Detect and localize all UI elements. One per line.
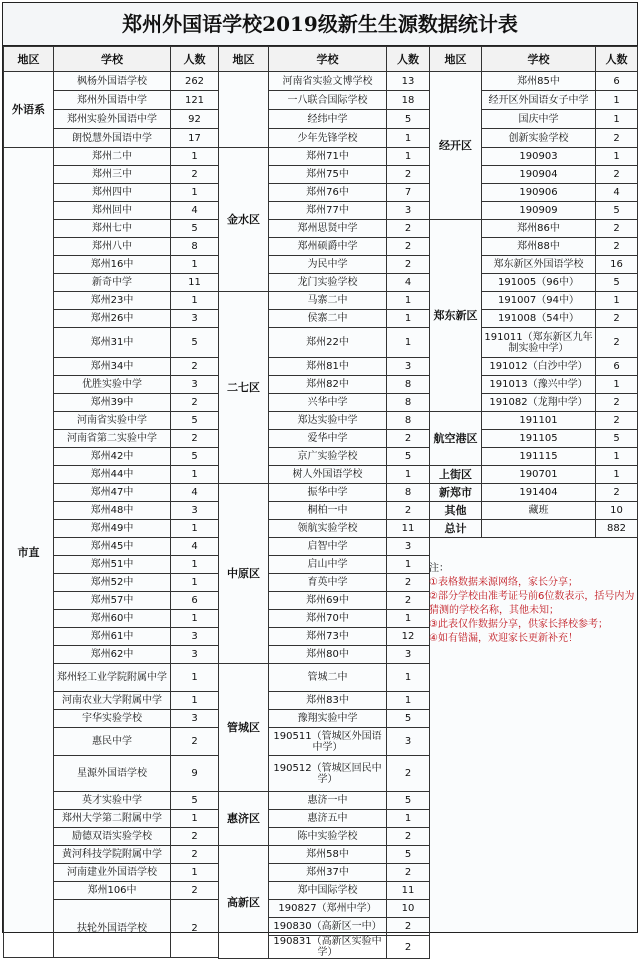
count-cell: 2: [171, 846, 219, 864]
school-cell: 郑州106中: [54, 882, 171, 900]
count-cell: 3: [387, 646, 430, 664]
school-cell: 郑州二中: [54, 148, 171, 166]
count-cell: 11: [171, 274, 219, 292]
school-cell: 191005（96中）: [482, 274, 596, 292]
school-cell: 启山中学: [269, 556, 387, 574]
count-cell: 3: [387, 202, 430, 220]
count-cell: 3: [171, 710, 219, 728]
school-cell: 郑州39中: [54, 394, 171, 412]
count-cell: 3: [171, 310, 219, 328]
school-cell: 桐柏一中: [269, 502, 387, 520]
table-row: [219, 72, 430, 91]
table-right: [429, 46, 638, 538]
header-count: 人数: [596, 47, 638, 72]
school-cell: 郑州硕爵中学: [269, 238, 387, 256]
count-cell: 2: [171, 394, 219, 412]
count-cell: 1: [596, 110, 638, 129]
table-row: [4, 72, 219, 91]
school-cell: 郑州60中: [54, 610, 171, 628]
school-cell: 郑州77中: [269, 202, 387, 220]
table-row: [430, 502, 638, 520]
count-cell: 1: [596, 292, 638, 310]
school-cell: 陈中实验学校: [269, 828, 387, 846]
school-cell: 京广实验学校: [269, 448, 387, 466]
region-cell: 航空港区: [430, 412, 482, 466]
header-region: 地区: [430, 47, 482, 72]
count-cell: 4: [387, 274, 430, 292]
panel-right: [429, 46, 637, 932]
school-cell: 郑州57中: [54, 592, 171, 610]
count-cell: 8: [171, 238, 219, 256]
school-cell: 郑州69中: [269, 592, 387, 610]
school-cell: 190701: [482, 466, 596, 484]
page-title: 郑州外国语学校2019级新生生源数据统计表: [2, 2, 638, 45]
count-cell: 7: [387, 184, 430, 202]
count-cell: 2: [387, 238, 430, 256]
school-cell: 一八联合国际学校: [269, 91, 387, 110]
school-cell: 郑州49中: [54, 520, 171, 538]
region-cell: 管城区: [219, 664, 269, 792]
region-cell: 惠济区: [219, 792, 269, 846]
table-row: [219, 664, 430, 692]
school-cell: 黄河科技学院附属中学: [54, 846, 171, 864]
school-cell: 郑州三中: [54, 166, 171, 184]
count-cell: 5: [596, 274, 638, 292]
region-cell: 市直: [4, 148, 54, 958]
count-cell: 1: [171, 184, 219, 202]
school-cell: 190906: [482, 184, 596, 202]
school-cell: 马寨二中: [269, 292, 387, 310]
school-cell: 郑州70中: [269, 610, 387, 628]
school-cell: 190830（高新区一中）: [269, 918, 387, 936]
school-cell: 郑州37中: [269, 864, 387, 882]
count-cell: 1: [171, 692, 219, 710]
school-cell: 扶轮外国语学校: [54, 900, 171, 958]
count-cell: 1: [387, 610, 430, 628]
count-cell: 2: [387, 756, 430, 792]
count-cell: 3: [171, 376, 219, 394]
count-cell: 3: [171, 628, 219, 646]
school-cell: 经开区外国语女子中学: [482, 91, 596, 110]
school-cell: 侯寨二中: [269, 310, 387, 328]
table-row: [430, 72, 638, 91]
count-cell: 2: [387, 502, 430, 520]
count-cell: 5: [387, 448, 430, 466]
count-cell: 2: [171, 430, 219, 448]
count-cell: 2: [171, 358, 219, 376]
school-cell: 郑州62中: [54, 646, 171, 664]
count-cell: 2: [171, 882, 219, 900]
school-cell: 新奇中学: [54, 274, 171, 292]
count-cell: 1: [387, 664, 430, 692]
school-cell: 郑州61中: [54, 628, 171, 646]
school-cell: 郑州实验外国语中学: [54, 110, 171, 129]
count-cell: 8: [387, 412, 430, 430]
count-cell: 1: [387, 148, 430, 166]
school-cell: 育英中学: [269, 574, 387, 592]
school-cell: 创新实验学校: [482, 129, 596, 148]
school-cell: 郑州22中: [269, 328, 387, 358]
school-cell: 惠济一中: [269, 792, 387, 810]
school-cell: 振华中学: [269, 484, 387, 502]
school-cell: 郑州16中: [54, 256, 171, 274]
count-cell: 10: [387, 900, 430, 918]
school-cell: 郑州80中: [269, 646, 387, 664]
count-cell: 2: [596, 328, 638, 358]
school-cell: 郑州71中: [269, 148, 387, 166]
region-cell: 上街区: [430, 466, 482, 484]
count-cell: 2: [387, 430, 430, 448]
count-cell: 5: [596, 202, 638, 220]
count-cell: 5: [171, 412, 219, 430]
region-cell: 郑东新区: [430, 220, 482, 412]
school-cell: 优胜实验中学: [54, 376, 171, 394]
school-cell: 宇华实验学校: [54, 710, 171, 728]
school-cell: 191082（龙翔中学）: [482, 394, 596, 412]
count-cell: 1: [387, 292, 430, 310]
school-cell: 郑州45中: [54, 538, 171, 556]
count-cell: 5: [387, 846, 430, 864]
count-cell: 2: [596, 394, 638, 412]
count-cell: 5: [171, 448, 219, 466]
school-cell: 少年先锋学校: [269, 129, 387, 148]
school-cell: 郑州73中: [269, 628, 387, 646]
count-cell: 1: [387, 810, 430, 828]
header-school: 学校: [54, 47, 171, 72]
school-cell: 朗悦慧外国语中学: [54, 129, 171, 148]
table-row: [219, 148, 430, 166]
count-cell: 4: [171, 538, 219, 556]
count-cell: 1: [171, 610, 219, 628]
table-row: [430, 484, 638, 502]
count-cell: 2: [387, 220, 430, 238]
count-cell: 1: [387, 328, 430, 358]
school-cell: 郑州82中: [269, 376, 387, 394]
school-cell: 郑州44中: [54, 466, 171, 484]
school-cell: 郑州52中: [54, 574, 171, 592]
count-cell: 1: [387, 692, 430, 710]
count-cell: 1: [596, 91, 638, 110]
table-row: [4, 148, 219, 166]
count-cell: 13: [387, 72, 430, 91]
count-cell: 10: [596, 502, 638, 520]
header-region: 地区: [4, 47, 54, 72]
count-cell: 1: [171, 810, 219, 828]
school-cell: 郑东新区外国语学校: [482, 256, 596, 274]
school-cell: 郑州86中: [482, 220, 596, 238]
school-cell: 郑州34中: [54, 358, 171, 376]
count-cell: 1: [387, 556, 430, 574]
count-cell: 11: [387, 882, 430, 900]
count-cell: 2: [171, 828, 219, 846]
school-cell: 河南省实验中学: [54, 412, 171, 430]
count-cell: 5: [387, 110, 430, 129]
count-cell: 17: [171, 129, 219, 148]
count-cell: 2: [596, 310, 638, 328]
school-cell: 国庆中学: [482, 110, 596, 129]
count-cell: 5: [171, 220, 219, 238]
table-row: [430, 466, 638, 484]
count-cell: 3: [387, 358, 430, 376]
count-cell: 2: [596, 129, 638, 148]
count-cell: 11: [387, 520, 430, 538]
school-cell: 启智中学: [269, 538, 387, 556]
count-cell: 262: [171, 72, 219, 91]
school-cell: 郑州四中: [54, 184, 171, 202]
school-cell: 191011（郑东新区九年制实验中学）: [482, 328, 596, 358]
count-cell: 1: [387, 129, 430, 148]
count-cell: 3: [171, 502, 219, 520]
school-cell: 191101: [482, 412, 596, 430]
school-cell: 郑州42中: [54, 448, 171, 466]
school-cell: 惠济五中: [269, 810, 387, 828]
count-cell: 2: [596, 484, 638, 502]
count-cell: 6: [596, 72, 638, 91]
header-school: 学校: [482, 47, 596, 72]
school-cell: 兴华中学: [269, 394, 387, 412]
count-cell: 2: [387, 864, 430, 882]
school-cell: 经纬中学: [269, 110, 387, 129]
school-cell: 树人外国语学校: [269, 466, 387, 484]
school-cell: 郑州思贤中学: [269, 220, 387, 238]
count-cell: 92: [171, 110, 219, 129]
count-cell: 882: [596, 520, 638, 538]
count-cell: 18: [387, 91, 430, 110]
table-row: [430, 412, 638, 430]
table-middle: [218, 46, 430, 959]
school-cell: 河南省第二实验中学: [54, 430, 171, 448]
school-cell: 郑州51中: [54, 556, 171, 574]
count-cell: 2: [387, 592, 430, 610]
region-cell: 外语系: [4, 72, 54, 148]
count-cell: 5: [387, 710, 430, 728]
count-cell: 6: [596, 358, 638, 376]
notes: [429, 562, 637, 646]
school-cell: 郑州轻工业学院附属中学: [54, 664, 171, 692]
count-cell: 2: [596, 412, 638, 430]
school-cell: 190909: [482, 202, 596, 220]
table-row: [219, 846, 430, 864]
count-cell: 8: [387, 376, 430, 394]
count-cell: 1: [171, 556, 219, 574]
count-cell: 1: [171, 466, 219, 484]
school-cell: 郑州85中: [482, 72, 596, 91]
count-cell: 1: [387, 310, 430, 328]
school-cell: 龙门实验学校: [269, 274, 387, 292]
school-cell: 河南农业大学附属中学: [54, 692, 171, 710]
school-cell: [482, 520, 596, 538]
count-cell: 1: [596, 466, 638, 484]
count-cell: 4: [171, 202, 219, 220]
count-cell: 2: [387, 256, 430, 274]
count-cell: 121: [171, 91, 219, 110]
school-cell: 领航实验学校: [269, 520, 387, 538]
count-cell: 2: [387, 166, 430, 184]
count-cell: 12: [387, 628, 430, 646]
count-cell: 1: [387, 466, 430, 484]
count-cell: 16: [596, 256, 638, 274]
school-cell: 190511（管城区外国语中学）: [269, 728, 387, 756]
school-cell: 豫翔实验中学: [269, 710, 387, 728]
region-cell: 二七区: [219, 292, 269, 484]
count-cell: 1: [171, 148, 219, 166]
count-cell: 4: [596, 184, 638, 202]
count-cell: 2: [387, 918, 430, 936]
school-cell: 郑中国际学校: [269, 882, 387, 900]
panel-left: [3, 46, 218, 932]
school-cell: 爱华中学: [269, 430, 387, 448]
school-cell: 藏班: [482, 502, 596, 520]
region-cell: 其他: [430, 502, 482, 520]
count-cell: 2: [387, 936, 430, 959]
school-cell: 郑州88中: [482, 238, 596, 256]
school-cell: 191012（白沙中学）: [482, 358, 596, 376]
count-cell: 2: [387, 828, 430, 846]
school-cell: 郑达实验中学: [269, 412, 387, 430]
count-cell: 2: [387, 574, 430, 592]
count-cell: 8: [387, 394, 430, 412]
table-row: [430, 520, 638, 538]
table-row: [430, 220, 638, 238]
header-count: 人数: [387, 47, 430, 72]
count-cell: 9: [171, 756, 219, 792]
count-cell: 2: [596, 220, 638, 238]
school-cell: 星源外国语学校: [54, 756, 171, 792]
count-cell: 8: [387, 484, 430, 502]
count-cell: 2: [171, 728, 219, 756]
header-school: 学校: [269, 47, 387, 72]
school-cell: 郑州26中: [54, 310, 171, 328]
school-cell: 191404: [482, 484, 596, 502]
count-cell: 1: [171, 664, 219, 692]
school-cell: 郑州76中: [269, 184, 387, 202]
count-cell: 4: [171, 484, 219, 502]
school-cell: 郑州58中: [269, 846, 387, 864]
count-cell: 5: [596, 430, 638, 448]
school-cell: 励德双语实验学校: [54, 828, 171, 846]
school-cell: 惠民中学: [54, 728, 171, 756]
school-cell: 郑州48中: [54, 502, 171, 520]
school-cell: 郑州81中: [269, 358, 387, 376]
count-cell: 2: [596, 166, 638, 184]
count-cell: 5: [171, 792, 219, 810]
count-cell: 1: [171, 520, 219, 538]
school-cell: 枫杨外国语学校: [54, 72, 171, 91]
count-cell: 2: [596, 238, 638, 256]
count-cell: 3: [171, 646, 219, 664]
school-cell: 郑州回中: [54, 202, 171, 220]
school-cell: 190904: [482, 166, 596, 184]
school-cell: 郑州83中: [269, 692, 387, 710]
school-cell: 郑州外国语中学: [54, 91, 171, 110]
stats-table-area: [2, 45, 638, 958]
count-cell: 1: [171, 864, 219, 882]
school-cell: 190831（高新区实验中学）: [269, 936, 387, 959]
school-cell: 190903: [482, 148, 596, 166]
table-row: [219, 792, 430, 810]
count-cell: 2: [171, 900, 219, 958]
count-cell: 6: [171, 592, 219, 610]
school-cell: 191008（54中）: [482, 310, 596, 328]
count-cell: 5: [387, 792, 430, 810]
region-cell: 中原区: [219, 484, 269, 664]
note-item: ④如有错漏，欢迎家长更新补充！: [429, 633, 578, 644]
region-cell: 经开区: [430, 72, 482, 220]
school-cell: 河南省实验文博学校: [269, 72, 387, 91]
region-cell: 金水区: [219, 148, 269, 292]
count-cell: 1: [596, 376, 638, 394]
school-cell: 郑州47中: [54, 484, 171, 502]
header-count: 人数: [171, 47, 219, 72]
notes-label: 注：: [429, 563, 449, 574]
table-row: [219, 292, 430, 310]
header-region: 地区: [219, 47, 269, 72]
count-cell: 1: [596, 448, 638, 466]
panel-middle: [218, 46, 429, 958]
school-cell: 为民中学: [269, 256, 387, 274]
school-cell: 191007（94中）: [482, 292, 596, 310]
count-cell: 1: [596, 148, 638, 166]
note-item: ③此表仅作数据分享，供家长择校参考；: [429, 619, 608, 630]
school-cell: 郑州75中: [269, 166, 387, 184]
school-cell: 190512（管城区回民中学）: [269, 756, 387, 792]
count-cell: 5: [171, 328, 219, 358]
count-cell: 3: [387, 728, 430, 756]
region-cell: 总计: [430, 520, 482, 538]
school-cell: 191013（豫兴中学）: [482, 376, 596, 394]
table-left: [3, 46, 219, 958]
school-cell: 郑州大学第二附属中学: [54, 810, 171, 828]
count-cell: 2: [171, 166, 219, 184]
note-item: ①表格数据来源网络，家长分享；: [429, 577, 578, 588]
school-cell: 190827（郑州中学）: [269, 900, 387, 918]
table-row: [219, 484, 430, 502]
count-cell: 3: [387, 538, 430, 556]
school-cell: 郑州八中: [54, 238, 171, 256]
region-cell: [219, 72, 269, 148]
count-cell: 1: [171, 574, 219, 592]
count-cell: 1: [171, 256, 219, 274]
school-cell: 郑州23中: [54, 292, 171, 310]
school-cell: 英才实验中学: [54, 792, 171, 810]
count-cell: 1: [171, 292, 219, 310]
school-cell: 郑州31中: [54, 328, 171, 358]
school-cell: 郑州七中: [54, 220, 171, 238]
school-cell: 河南建业外国语学校: [54, 864, 171, 882]
note-item: ②部分学校由准考证号前6位数表示，括号内为猜测的学校名称，其他未知；: [429, 591, 635, 616]
school-cell: 191115: [482, 448, 596, 466]
region-cell: 高新区: [219, 846, 269, 959]
region-cell: 新郑市: [430, 484, 482, 502]
school-cell: 191105: [482, 430, 596, 448]
school-cell: 管城二中: [269, 664, 387, 692]
